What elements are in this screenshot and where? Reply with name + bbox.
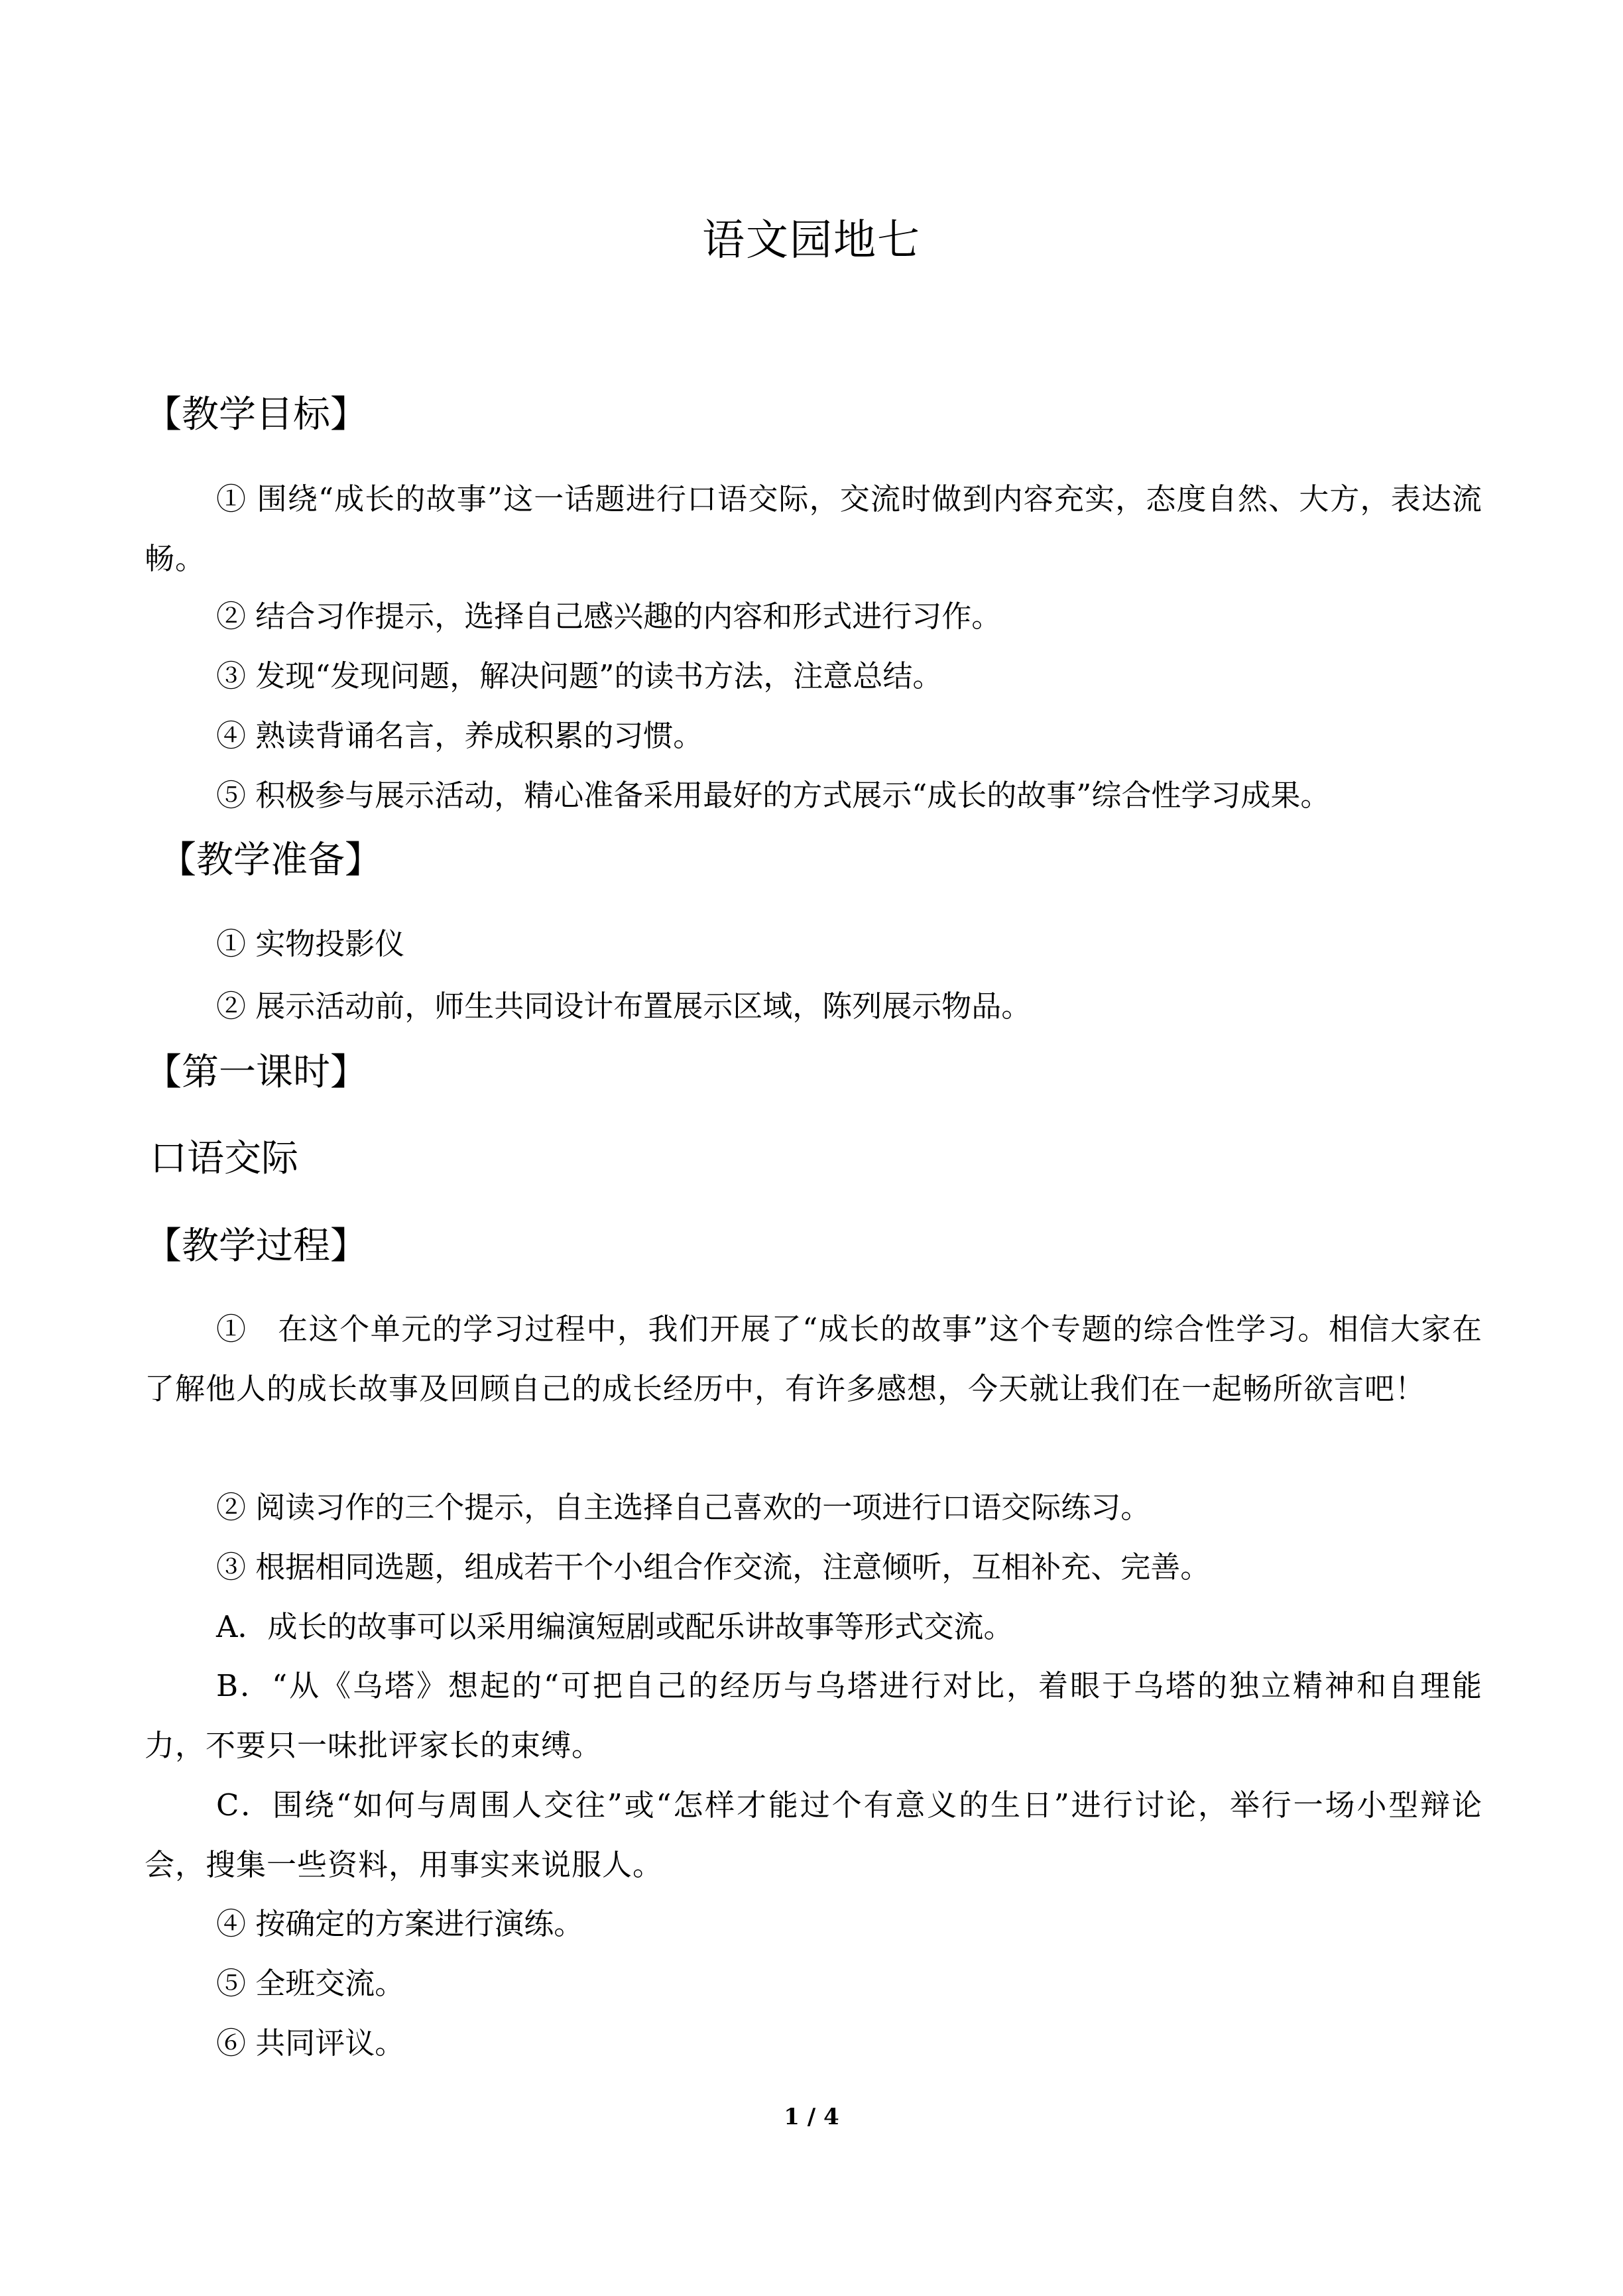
lesson1-subtitle: 口语交际 <box>150 1137 298 1180</box>
objective-item-2: ② 结合习作提示，选择自己感兴趣的内容和形式进行习作。 <box>216 599 1002 634</box>
process-item-5: ⑤ 全班交流。 <box>216 1966 405 2001</box>
objective-item-5: ⑤ 积极参与展示活动，精心准备采用最好的方式展示“成长的故事”综合性学习成果。 <box>216 778 1331 813</box>
page-number: 1 / 4 <box>784 2104 839 2130</box>
process-item-4: ④ 按确定的方案进行演练。 <box>216 1906 584 1941</box>
section-heading-process: 【教学过程】 <box>145 1225 367 1268</box>
process-item-1: ① 在这个单元的学习过程中，我们开展了“成长的故事”这个专题的综合性学习。相信大家在了解他人的成长故事及回顾自己的成长经历中，有许多感想，今天就让我们在一起畅所欲言吧！ <box>145 1311 1482 1406</box>
section-heading-objectives: 【教学目标】 <box>145 393 367 436</box>
objective-item-4: ④ 熟读背诵名言，养成积累的习惯。 <box>216 718 703 753</box>
objective-item-3: ③ 发现“发现问题，解决问题”的读书方法，注意总结。 <box>216 658 943 694</box>
page-title: 语文园地七 <box>702 216 921 265</box>
process-item-6: ⑥ 共同评议。 <box>216 2025 405 2061</box>
process-item-c: C．围绕“如何与周围人交往”或“怎样才能过个有意义的生日”进行讨论，举行一场小型辩论会，搜集一些资料，用事实来说服人。 <box>145 1787 1482 1882</box>
objective-item-1: ① 围绕“成长的故事”这一话题进行口语交际，交流时做到内容充实，态度自然、大方，表达流畅。 <box>145 481 1482 576</box>
preparation-item-1: ① 实物投影仪 <box>216 926 405 961</box>
section-heading-preparation: 【教学准备】 <box>159 839 382 882</box>
process-item-3: ③ 根据相同选题，组成若干个小组合作交流，注意倾听，互相补充、完善。 <box>216 1549 1211 1585</box>
preparation-item-2: ② 展示活动前，师生共同设计布置展示区域，陈列展示物品。 <box>216 989 1032 1024</box>
process-item-2: ② 阅读习作的三个提示，自主选择自己喜欢的一项进行口语交际练习。 <box>216 1490 1151 1525</box>
process-item-a: A．成长的故事可以采用编演短剧或配乐讲故事等形式交流。 <box>216 1609 1014 1644</box>
section-heading-lesson1: 【第一课时】 <box>145 1051 367 1094</box>
process-item-b: B．“从《乌塔》想起的“可把自己的经历与乌塔进行对比，着眼于乌塔的独立精神和自理能力，不要只一味批评家长的束缚。 <box>145 1668 1482 1763</box>
